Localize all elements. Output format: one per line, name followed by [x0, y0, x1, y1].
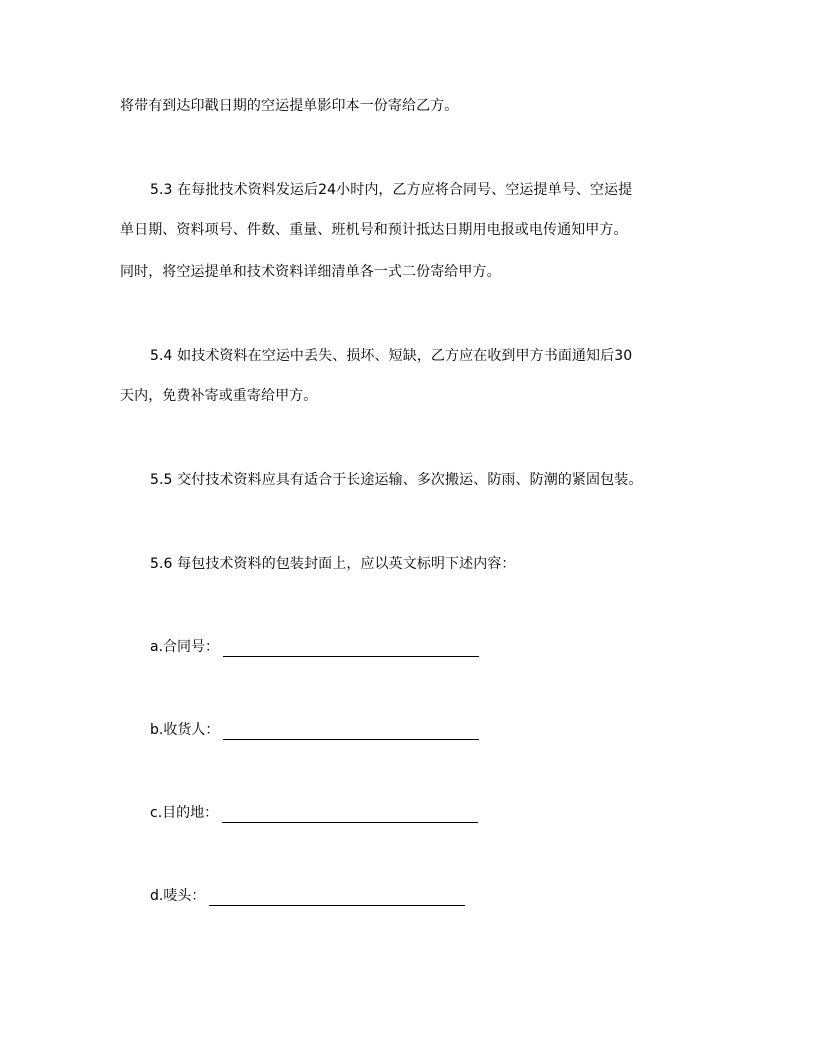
field-shipping-mark-blank — [209, 889, 465, 906]
paragraph-5-3-line-1: 5.3 在每批技术资料发运后24小时内，乙方应将合同号、空运提单号、空运提 — [150, 182, 633, 198]
field-shipping-mark-label: d.唛头： — [150, 888, 206, 904]
field-contract-number — [150, 637, 479, 657]
paragraph-5-4-line-1: 5.4 如技术资料在空运中丢失、损坏、短缺，乙方应在收到甲方书面通知后30 — [150, 348, 633, 364]
paragraph-5-5: 5.5 交付技术资料应具有适合于长途运输、多次搬运、防雨、防潮的紧固包装。 — [150, 472, 643, 488]
field-shipping-mark — [150, 886, 465, 906]
field-destination — [150, 803, 478, 823]
field-destination-blank — [222, 806, 478, 823]
paragraph-5-4-line-2: 天内，免费补寄或重寄给甲方。 — [120, 388, 318, 404]
field-consignee — [150, 720, 479, 740]
field-consignee-blank — [223, 723, 479, 740]
field-contract-number-label: a.合同号： — [150, 639, 220, 655]
field-consignee-label: b.收货人： — [150, 722, 220, 738]
paragraph-5-6: 5.6 每包技术资料的包装封面上，应以英文标明下述内容： — [150, 556, 516, 572]
field-destination-label: c.目的地： — [150, 805, 219, 821]
paragraph-5-3-line-3: 同时，将空运提单和技术资料详细清单各一式二份寄给甲方。 — [120, 264, 501, 280]
field-contract-number-blank — [223, 640, 479, 657]
paragraph-5-2-tail: 将带有到达印戳日期的空运提单影印本一份寄给乙方。 — [120, 98, 459, 114]
paragraph-5-3-line-2: 单日期、资料项号、件数、重量、班机号和预计抵达日期用电报或电传通知甲方。 — [120, 222, 628, 238]
